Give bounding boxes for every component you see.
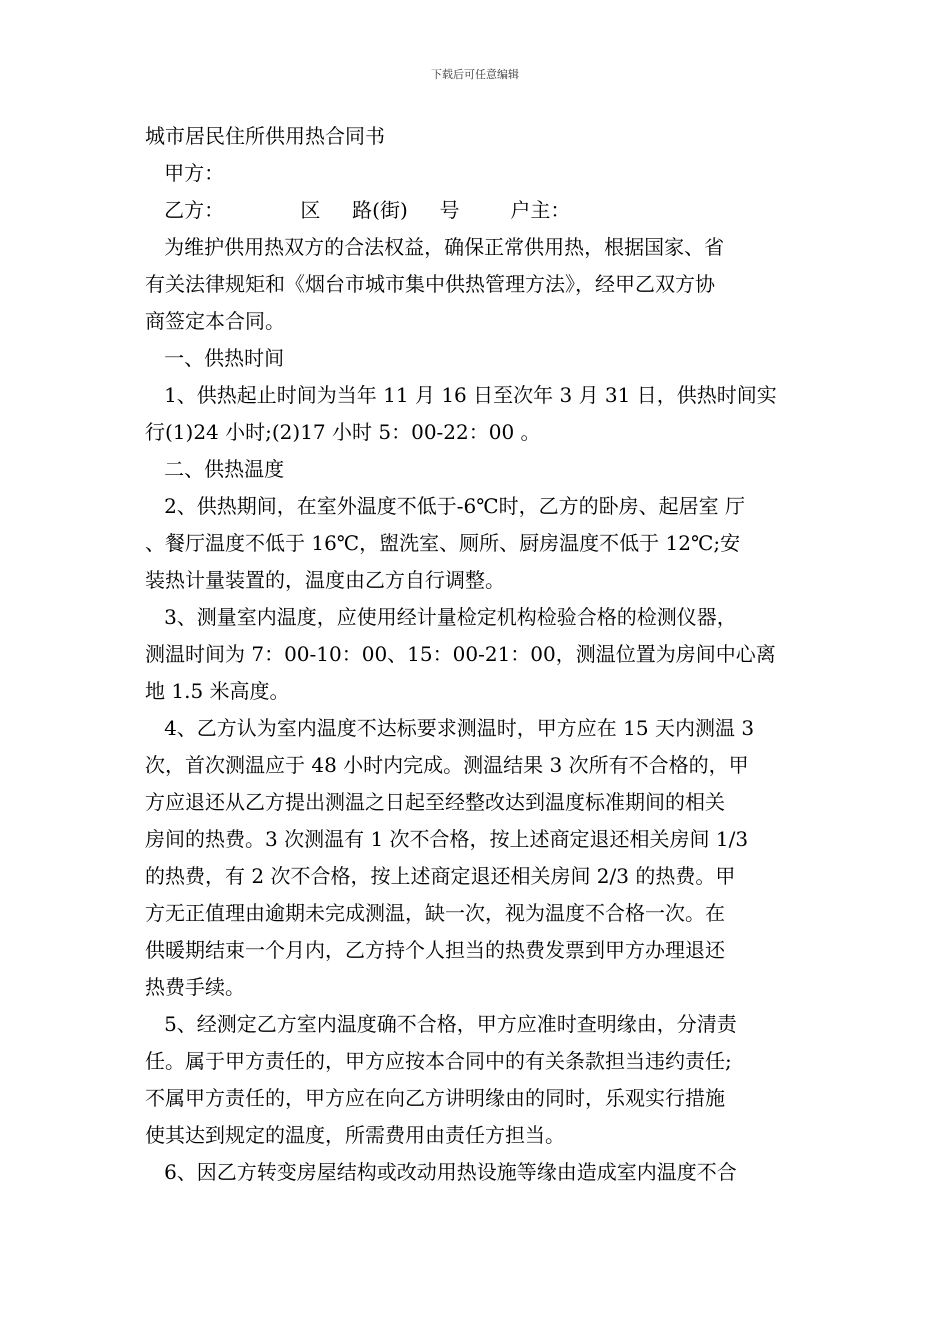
text-line: 3、测量室内温度，应使用经计量检定机构检验合格的检测仪器，: [145, 605, 737, 629]
text-line: 有关法律规矩和《烟台市城市集中供热管理方法》，经甲乙双方协: [145, 272, 715, 296]
text-line: 热费手续。: [145, 975, 245, 999]
text-line: 5、经测定乙方室内温度确不合格，甲方应准时查明缘由，分清责: [145, 1012, 737, 1036]
text-line: 2、供热期间，在室外温度不低于-6℃时，乙方的卧房、起居室 厅: [145, 494, 746, 518]
text-line: 测温时间为 7：00-10：00、15：00-21：00，测温位置为房间中心离: [145, 642, 776, 666]
section-heading: 一、供热时间: [145, 346, 285, 370]
text-line: 次，首次测温应于 48 小时内完成。测温结果 3 次所有不合格的，甲: [145, 753, 749, 777]
text-line: 行(1)24 小时;(2)17 小时 5：00-22：00 。: [145, 420, 541, 444]
text-line: 方无正值理由逾期未完成测温，缺一次，视为温度不合格一次。在: [145, 901, 725, 925]
text-line: 方应退还从乙方提出测温之日起至经整改达到温度标准期间的相关: [145, 790, 725, 814]
party-a-line: 甲方：: [145, 161, 225, 185]
section-heading: 二、供热温度: [145, 457, 285, 481]
text-line: 6、因乙方转变房屋结构或改动用热设施等缘由造成室内温度不合: [145, 1160, 737, 1184]
text-line: 为维护供用热双方的合法权益，确保正常供用热，根据国家、省: [145, 235, 725, 259]
text-line: 4、乙方认为室内温度不达标要求测温时，甲方应在 15 天内测温 3: [145, 716, 755, 740]
text-line: 商签定本合同。: [145, 309, 285, 333]
text-line: 、餐厅温度不低于 16℃，盥洗室、厕所、厨房温度不低于 12℃;安: [145, 531, 741, 555]
text-line: 1、供热起止时间为当年 11 月 16 日至次年 3 月 31 日，供热时间实: [145, 383, 777, 407]
text-line: 地 1.5 米高度。: [145, 679, 290, 703]
text-line: 任。属于甲方责任的，甲方应按本合同中的有关条款担当违约责任;: [145, 1049, 732, 1073]
text-line: 使其达到规定的温度，所需费用由责任方担当。: [145, 1123, 565, 1147]
text-line: 装热计量装置的，温度由乙方自行调整。: [145, 568, 505, 592]
document-body: [145, 118, 809, 1191]
text-line: 供暖期结束一个月内，乙方持个人担当的热费发票到甲方办理退还: [145, 938, 725, 962]
text-line: 的热费，有 2 次不合格，按上述商定退还相关房间 2/3 的热费。甲: [145, 864, 736, 888]
text-line: 房间的热费。3 次测温有 1 次不合格，按上述商定退还相关房间 1/3: [145, 827, 749, 851]
text-line: 不属甲方责任的，甲方应在向乙方讲明缘由的同时，乐观实行措施: [145, 1086, 725, 1110]
document-title: 城市居民住所供用热合同书: [145, 124, 385, 148]
page-header-note: 下载后可任意编辑: [431, 68, 519, 81]
party-b-line: 乙方： 区 路(街) 号 户主：: [145, 198, 571, 222]
